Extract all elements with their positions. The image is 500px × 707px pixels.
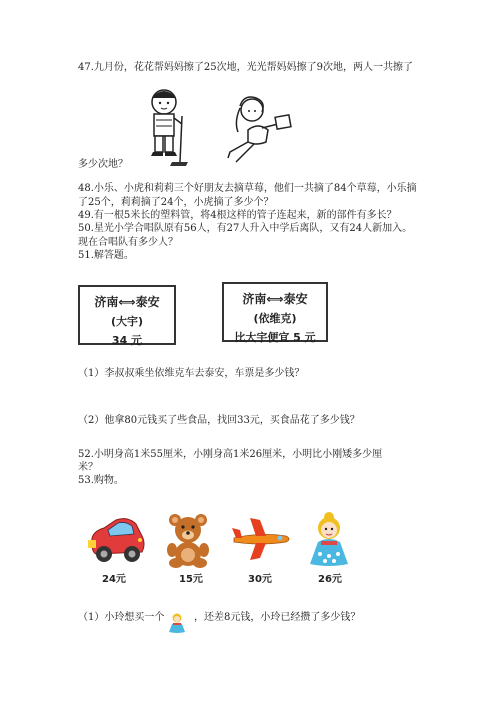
q50-line2: 现在合唱队有多少人？ [78, 237, 178, 248]
teddy-bear-icon [163, 512, 213, 568]
q51-title: 51.解答题。 [78, 250, 134, 261]
q47-line2: 多少次地？ [78, 159, 128, 170]
toy-car-price: 24元 [102, 574, 126, 585]
ticket-dayu-type: (大宇) [110, 315, 144, 328]
boy-mopping-icon [140, 86, 202, 168]
q48-line2: 了25个，莉莉摘了24个，小虎摘了多少个？ [78, 197, 274, 208]
doll-price: 26元 [318, 574, 342, 585]
q47-line1: 47.九月份，花花帮妈妈擦了25次地，光光帮妈妈擦了9次地，两人一共擦了 [78, 62, 413, 73]
ticket-yiweike [222, 282, 328, 342]
q51-sub2: （2）他拿80元钱买了些食品，找回33元，买食品花了多少钱？ [78, 415, 360, 426]
q52-line1: 52.小明身高1米55厘米，小刚身高1米26厘米，小明比小刚矮多少厘 [78, 449, 383, 460]
toy-plane-icon [230, 516, 292, 562]
ticket-dayu-route: 济南⟺泰安 [94, 295, 160, 309]
q48-line1: 48.小乐、小虎和莉莉三个好朋友去摘草莓，他们一共摘了84个草莓，小乐摘 [78, 183, 417, 194]
ticket-dayu-price: 34 元 [111, 334, 143, 347]
toy-plane-price: 30元 [248, 574, 272, 585]
q50-line1: 50.星光小学合唱队原有56人，有27人升入中学后离队，又有24人新加入。 [78, 223, 413, 234]
ticket-yiweike-type: (依维克) [253, 312, 297, 325]
ticket-yiweike-price: 比大宇便宜 5 元 [234, 331, 316, 344]
q52-line2: 米？ [78, 462, 98, 473]
ticket-dayu [78, 285, 176, 345]
teddy-bear-price: 15元 [179, 574, 203, 585]
q53-sub1-before: （1）小玲想买一个 [78, 612, 165, 623]
q51-sub1: （1）李叔叔乘坐依维克车去泰安，车票是多少钱？ [78, 368, 305, 379]
q53-title: 53.购物。 [78, 475, 124, 486]
ticket-yiweike-route: 济南⟺泰安 [242, 292, 308, 306]
girl-cleaning-icon [222, 92, 298, 164]
toy-car-icon [86, 514, 148, 566]
q49-line1: 49.有一根5米长的塑料管，将4根这样的管子连起来，新的部件有多长？ [78, 210, 397, 221]
small-doll-icon [168, 612, 186, 634]
q53-sub1-after: ，还差8元钱，小玲已经攒了多少钱？ [194, 612, 361, 623]
doll-icon [306, 510, 352, 568]
